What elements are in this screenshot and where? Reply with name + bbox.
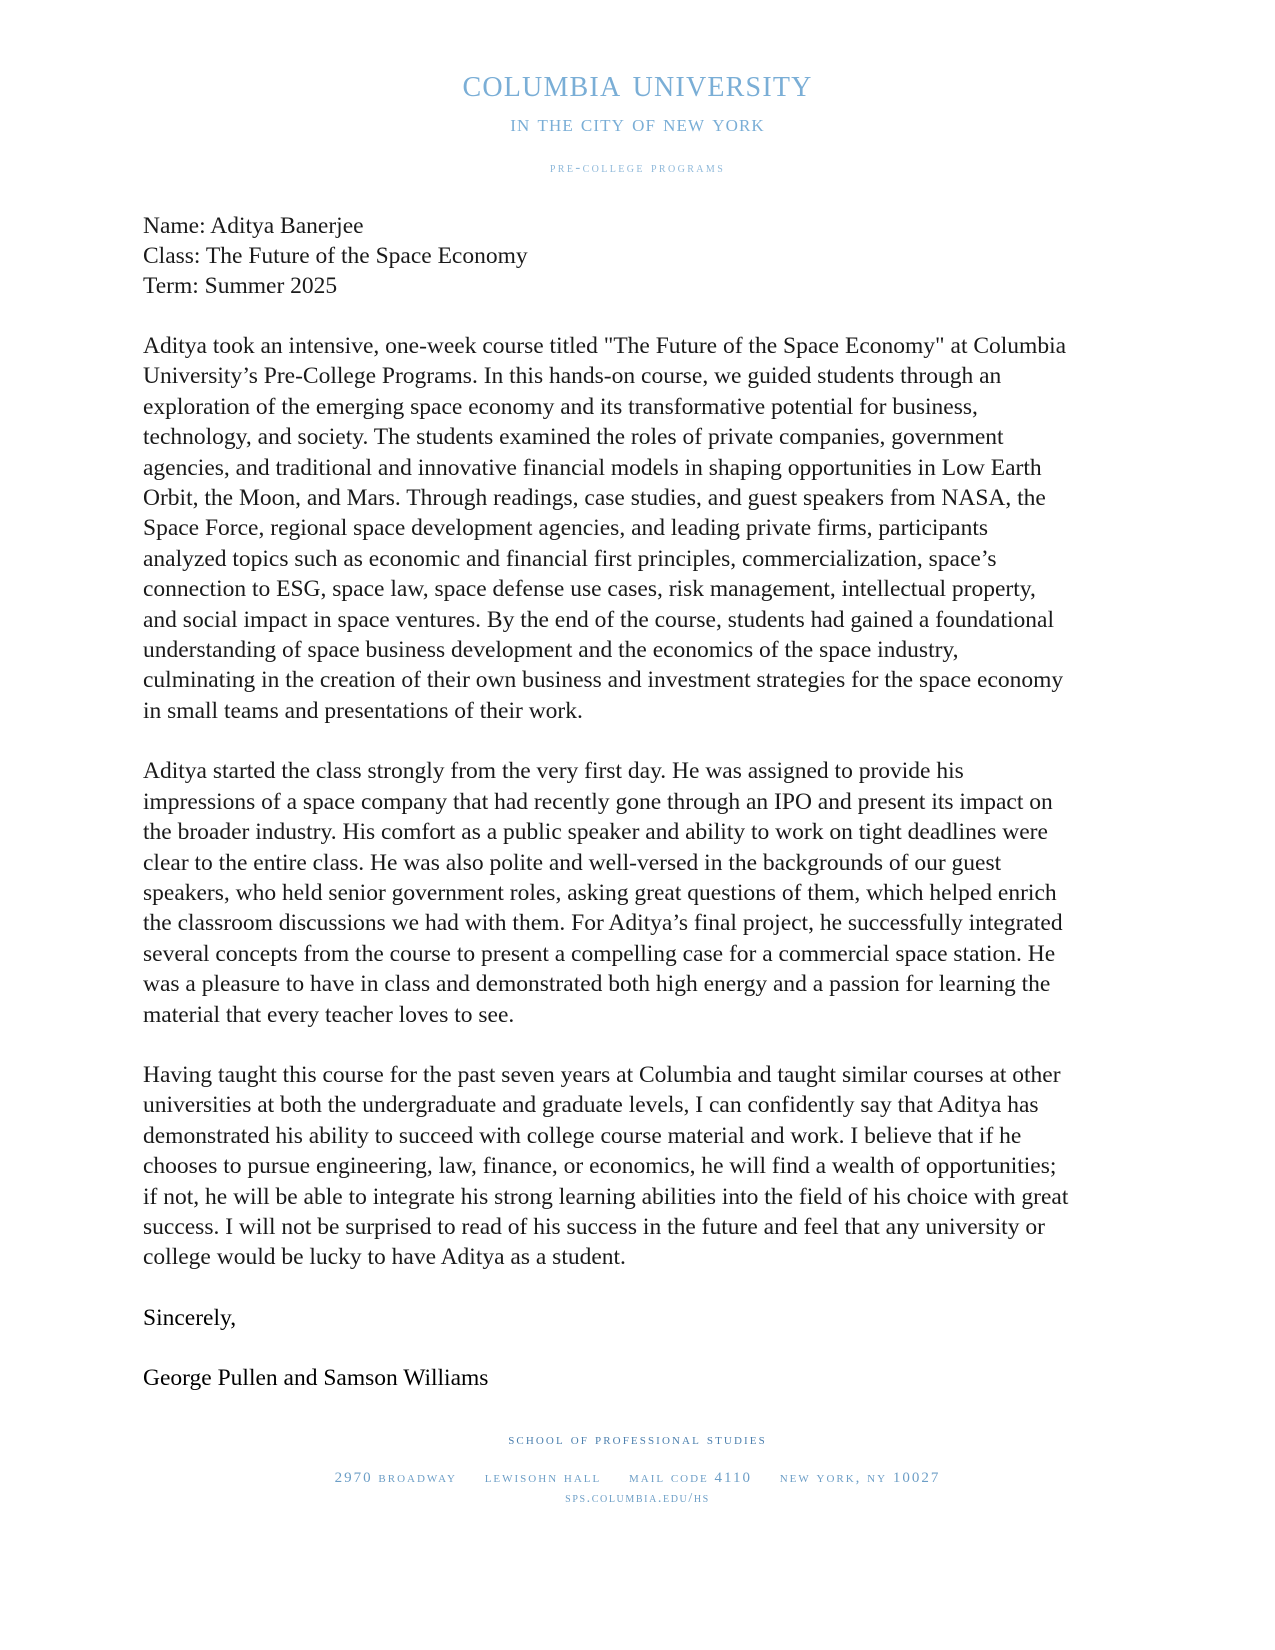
footer: [0, 1431, 1275, 1507]
footer-address: [0, 1470, 1275, 1487]
signature-names: George Pullen and Samson Williams: [143, 1364, 489, 1391]
university-city-line: in the city of new york: [510, 111, 765, 137]
student-name-line: Name: Aditya Banerjee: [143, 213, 364, 239]
paragraph-recommendation: Having taught this course for the past seven years at Columbia and taught similar courses at other universities at both the undergraduate and graduate levels, I can confidently say that Aditya has demonstrated his ability to succeed with college course material and work. I believe that if he chooses to pursue engineering, law, finance, or economics, he will find a wealth of opportunities; if not, he will be able to integrate his strong learning abilities into the field of his choice with great success. I will not be surprised to read of his success in the future and feel that any university or college would be lucky to have Aditya as a student.: [143, 1061, 1069, 1271]
footer-address-city: new york, ny 10027: [779, 1470, 941, 1486]
footer-address-street: 2970 broadway: [334, 1470, 457, 1486]
spacer: [143, 301, 1075, 331]
footer-address-mailcode: mail code 4110: [628, 1470, 752, 1486]
university-name: columbia university: [462, 60, 813, 105]
spacer: [143, 726, 1075, 756]
student-class-line: Class: The Future of the Space Economy: [143, 243, 528, 269]
spacer: [143, 1333, 1075, 1363]
spacer: [143, 1273, 1075, 1303]
paragraph-course-description: Aditya took an intensive, one-week course titled "The Future of the Space Economy" at Columbia University’s Pre-College Programs. In this hands-on course, we guided students through an exploration of the emerging space economy and its transformative potential for business, technology, and society. The students examined the roles of private companies, government agencies, and traditional and innovative financial models in shaping opportunities in Low Earth Orbit, the Moon, and Mars. Through readings, case studies, and guest speakers from NASA, the Space Force, regional space development agencies, and leading private firms, participants analyzed topics such as economic and financial first principles, commercialization, space’s connection to ESG, space law, space defense use cases, risk management, intellectual property, and social impact in space ventures. By the end of the course, students had gained a foundational understanding of space business development and the economics of the space industry, culminating in the creation of their own business and investment strategies for the space economy in small teams and presentations of their work.: [143, 333, 1067, 724]
sign-off: Sincerely,: [143, 1304, 237, 1331]
program-name: pre-college programs: [549, 160, 726, 176]
spacer: [143, 1030, 1075, 1060]
footer-address-building: lewisohn hall: [484, 1470, 602, 1486]
letterhead: [0, 0, 1275, 177]
footer-url[interactable]: sps.columbia.edu/hs: [565, 1491, 710, 1506]
footer-school-name: school of professional studies: [508, 1431, 767, 1448]
student-term-line: Term: Summer 2025: [143, 273, 338, 299]
letter-body: [143, 211, 1075, 1393]
paragraph-student-performance: Aditya started the class strongly from the very first day. He was assigned to provide his impressions of a space company that had recently gone through an IPO and present its impact on the broader industry. His comfort as a public speaker and ability to work on tight deadlines were clear to the entire class. He was also polite and well-versed in the backgrounds of our guest speakers, who held senior government roles, asking great questions of them, which helped enrich the classroom discussions we had with them. For Aditya’s final project, he successfully integrated several concepts from the course to present a compelling case for a commercial space station. He was a pleasure to have in class and demonstrated both high energy and a passion for learning the material that every teacher loves to see.: [143, 758, 1063, 1028]
student-meta-block: [143, 211, 1075, 301]
